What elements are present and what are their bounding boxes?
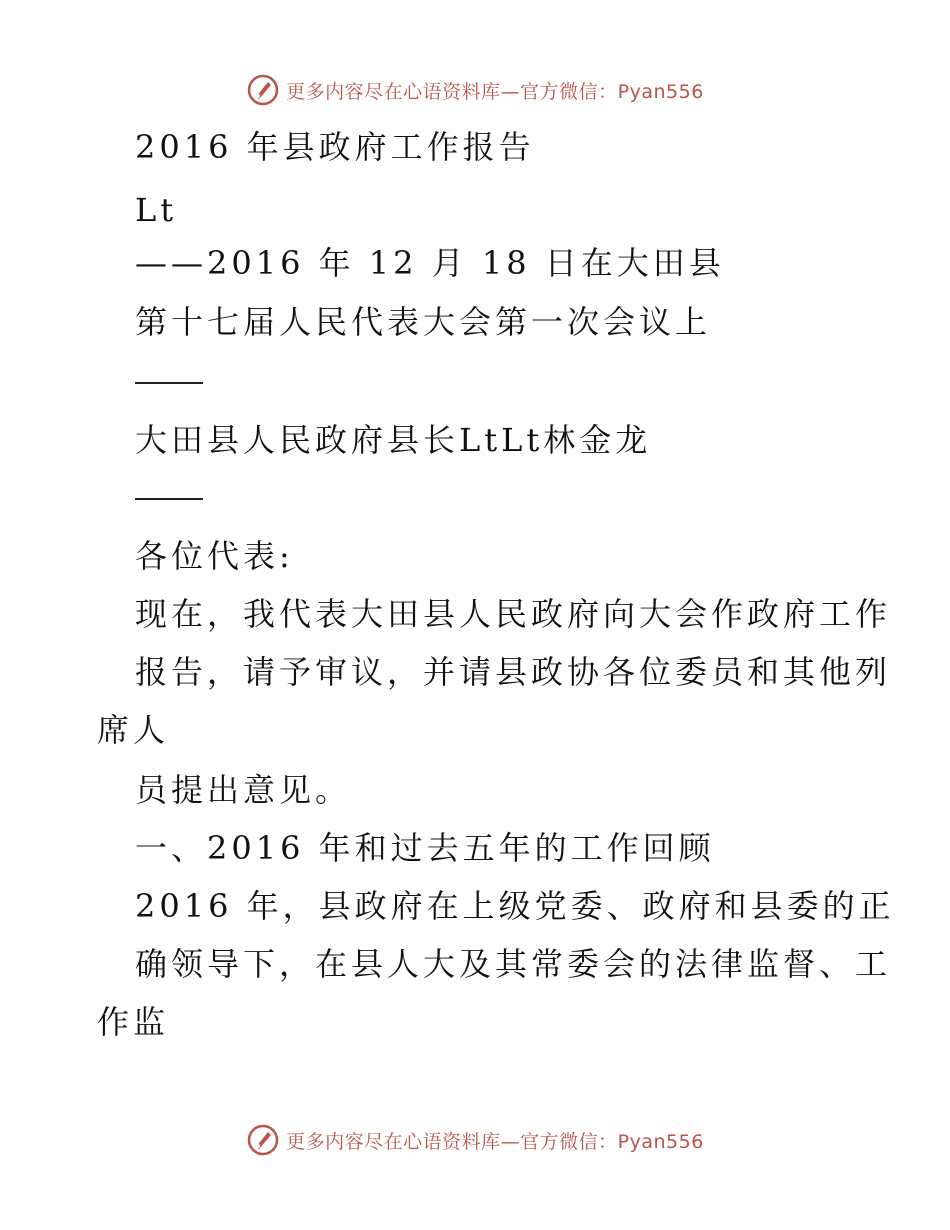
section-heading: 一、2016 年和过去五年的工作回顾	[135, 829, 715, 867]
footer-watermark-banner	[0, 1120, 950, 1160]
paragraph-line: 报告，请予审议，并请县政协各位委员和其他列	[135, 653, 892, 691]
watermark-text: 更多内容尽在心语资料库—官方微信：Pyan556	[286, 80, 704, 103]
document-title: 2016 年县政府工作报告	[135, 128, 535, 166]
paragraph-line: 席人	[97, 711, 170, 749]
salutation: 各位代表:	[135, 537, 294, 575]
paragraph-line: 确领导下，在县人大及其常委会的法律监督、工	[135, 945, 892, 983]
paragraph-line: 2016 年，县政府在上级党委、政府和县委的正	[135, 887, 895, 925]
pen-logo-icon	[246, 1123, 280, 1157]
speaker-line: 大田县人民政府县长LtLt林金龙	[135, 421, 652, 459]
watermark-text: 更多内容尽在心语资料库—官方微信：Pyan556	[286, 1130, 704, 1153]
pen-logo-icon	[246, 73, 280, 107]
date-line: ——2016 年 12 月 18 日在大田县	[135, 244, 725, 282]
stray-mark: Lt	[135, 191, 178, 229]
divider-rule	[135, 498, 203, 500]
meeting-line: 第十七届人民代表大会第一次会议上	[135, 303, 712, 341]
header-watermark-banner	[0, 70, 950, 110]
paragraph-line: 员提出意见。	[135, 771, 352, 809]
paragraph-line: 作监	[97, 1003, 170, 1041]
divider-rule	[135, 382, 203, 384]
paragraph-line: 现在，我代表大田县人民政府向大会作政府工作	[135, 595, 892, 633]
